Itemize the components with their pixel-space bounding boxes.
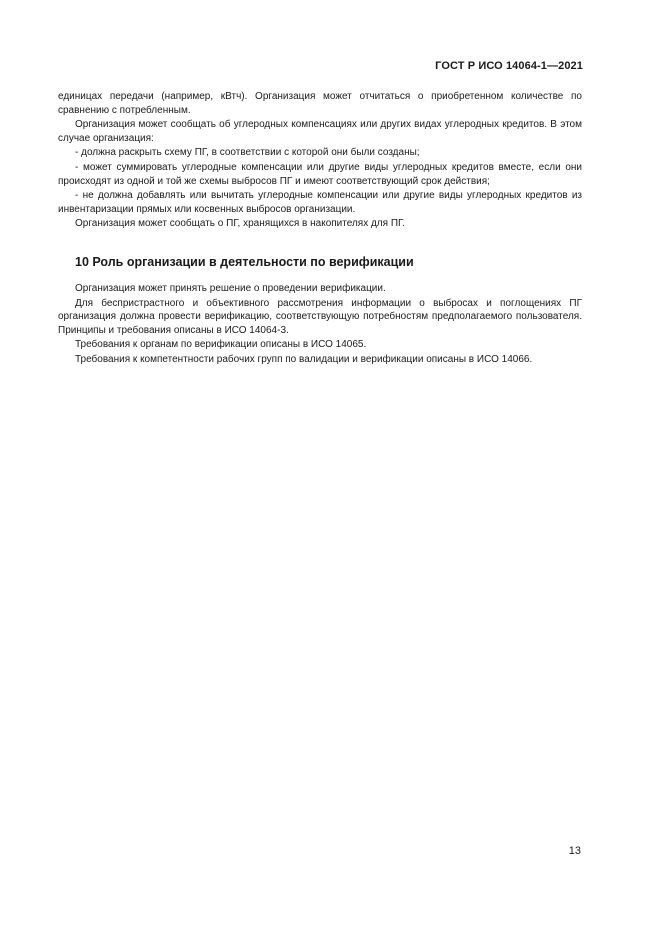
page-body [58, 90, 582, 367]
section-title: 10 Роль организации в деятельности по верификации [75, 254, 414, 269]
paragraph: Требования к органам по верификации описаны в ИСО 14065. [75, 339, 367, 351]
standard-code-header: ГОСТ Р ИСО 14064-1—2021 [435, 60, 583, 72]
paragraphs-before-section [58, 90, 582, 231]
paragraph: единицах передачи (например, кВтч). Организация может отчитаться о приобретенном количестве по сравнению с потребленным. [58, 91, 582, 116]
paragraph: Организация может сообщать об углеродных компенсациях или других видах углеродных кредитов. В этом случае организация: [58, 119, 582, 144]
page-number: 13 [568, 845, 581, 857]
paragraph: - может суммировать углеродные компенсации или другие виды углеродных кредитов вместе, если они происходят из одной и той же схемы выбросов ПГ и имеют соответствующий срок действия; [58, 161, 582, 187]
paragraph: Требования к компетентности рабочих групп по валидации и верификации описаны в ИСО 14066. [75, 353, 533, 365]
paragraph: - должна раскрыть схему ПГ, в соответствии с которой они были созданы; [75, 147, 420, 159]
paragraph: Организация может принять решение о проведении верификации. [75, 282, 386, 294]
paragraph: Для беспристрастного и объективного рассмотрения информации о выбросах и поглощениях ПГ организация должна провести верификацию, соответствующую потребностям предполагаемого пользователя. Принципы и требования описаны в ИСО 14064-3. [58, 297, 582, 336]
paragraph: Организация может сообщать о ПГ, хранящихся в накопителях для ПГ. [75, 218, 405, 230]
paragraph: - не должна добавлять или вычитать углеродные компенсации или другие виды углеродных кредитов из инвентаризации прямых или косвенных выбросов организации. [58, 190, 582, 215]
paragraphs-after-section [58, 282, 582, 367]
